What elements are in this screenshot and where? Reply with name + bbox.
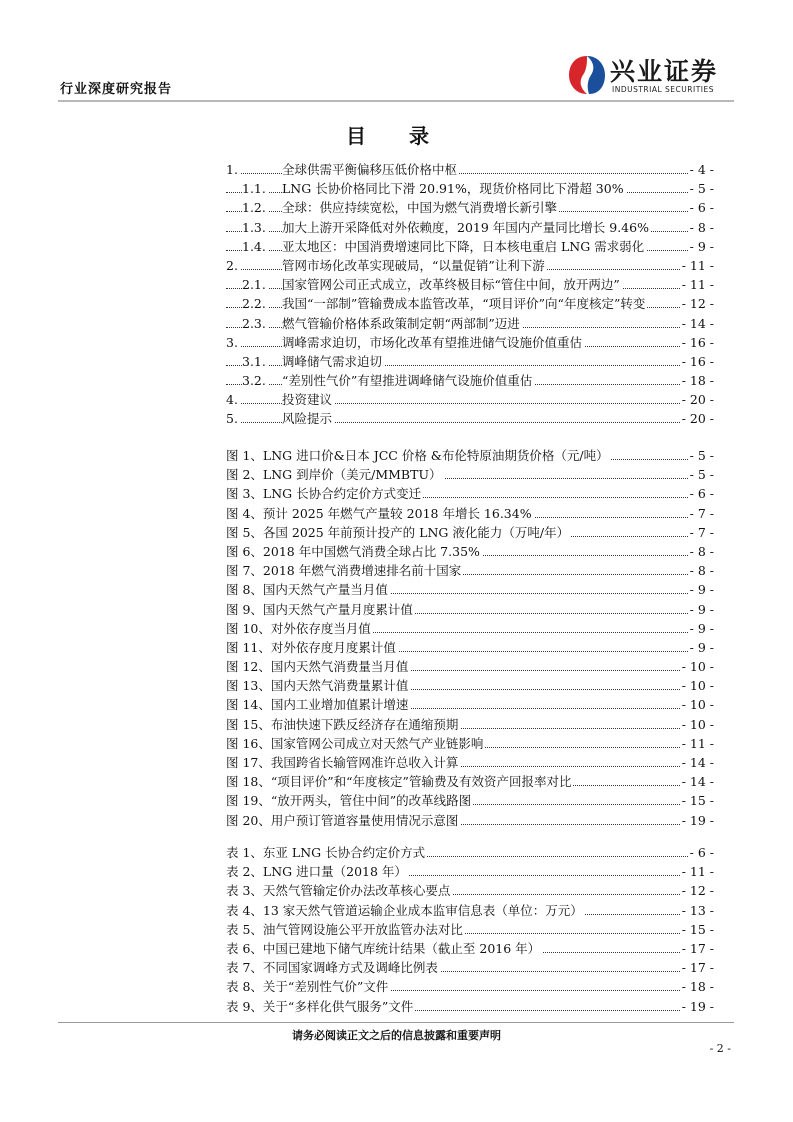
toc-entry-figure[interactable] [226, 484, 714, 503]
toc-entry-figure[interactable] [226, 791, 714, 810]
toc-entry-page: - 9 - [689, 638, 714, 657]
toc-entry-section[interactable] [226, 275, 714, 294]
toc-entry-title: “差别性气价”有望推进调峰储气设施价值重估 [282, 371, 534, 390]
toc-entry-number: 3. [226, 333, 240, 352]
toc-entry-page: - 15 - [681, 791, 714, 810]
toc-entry-page: - 5 - [689, 179, 714, 198]
toc-entry-figure[interactable] [226, 753, 714, 772]
toc-entry-section[interactable] [226, 237, 714, 256]
toc-entry-title: 图 18、“项目评价”和“年度核定”管输费及有效资产回报率对比 [226, 772, 573, 791]
toc-entry-title: 表 1、东亚 LNG 长协合约定价方式 [226, 843, 427, 862]
toc-entry-section[interactable] [226, 409, 714, 428]
toc-entry-page: - 12 - [681, 881, 714, 900]
toc-entry-title: 图 2、LNG 到岸价（美元/MMBTU） [226, 465, 444, 484]
toc-entry-title: 图 6、2018 年中国燃气消费全球占比 7.35% [226, 542, 482, 561]
toc-entry-title: 全球：供应持续宽松，中国为燃气消费增长新引擎 [282, 198, 559, 217]
toc-entry-page: - 10 - [681, 715, 714, 734]
toc-entry-number: 3.2. [242, 371, 268, 390]
toc-entry-title: 表 2、LNG 进口量（2018 年） [226, 862, 409, 881]
toc-entry-title: 我国“一部制”管输费成本监管改革，“项目评价”向“年度核定”转变 [282, 294, 647, 313]
toc-entry-figure[interactable] [226, 600, 714, 619]
toc-tables [226, 843, 714, 1016]
toc-entry-number: 2. [226, 256, 240, 275]
toc-entry-figure[interactable] [226, 523, 714, 542]
toc-entry-page: - 5 - [689, 446, 714, 465]
toc-entry-section[interactable] [226, 314, 714, 333]
logo-english-name: INDUSTRIAL SECURITIES [612, 85, 714, 94]
toc-entry-section[interactable] [226, 294, 714, 313]
toc-entry-page: - 6 - [689, 843, 714, 862]
toc-entry-title: 调峰需求迫切，市场化改革有望推进储气设施价值重估 [282, 333, 584, 352]
toc-entry-title: 调峰储气需求迫切 [282, 352, 384, 371]
toc-entry-section[interactable] [226, 371, 714, 390]
toc-entry-page: - 20 - [681, 390, 714, 409]
toc-entry-number: 1.3. [242, 218, 268, 237]
toc-entry-page: - 16 - [681, 352, 714, 371]
toc-entry-title: 管网市场化改革实现破局，“以量促销”让利下游 [282, 256, 547, 275]
toc-entry-page: - 14 - [681, 314, 714, 333]
toc-entry-page: - 8 - [689, 561, 714, 580]
toc-entry-page: - 14 - [681, 753, 714, 772]
toc-entry-number: 2.3. [242, 314, 268, 333]
toc-entry-page: - 10 - [681, 657, 714, 676]
toc-entry-figure[interactable] [226, 561, 714, 580]
toc-entry-table[interactable] [226, 843, 714, 862]
toc-entry-page: - 8 - [689, 542, 714, 561]
toc-entry-title: 表 9、关于“多样化供气服务”文件 [226, 997, 415, 1016]
toc-entry-title: 风险提示 [282, 409, 334, 428]
toc-entry-page: - 4 - [689, 160, 714, 179]
toc-entry-page: - 20 - [681, 409, 714, 428]
toc-entry-figure[interactable] [226, 734, 714, 753]
toc-entry-table[interactable] [226, 939, 714, 958]
toc-entry-page: - 13 - [681, 901, 714, 920]
toc-entry-number: 1.1. [242, 179, 268, 198]
toc-entry-figure[interactable] [226, 811, 714, 830]
toc-entry-title: 图 10、对外依存度当月值 [226, 619, 373, 638]
toc-entry-figure[interactable] [226, 715, 714, 734]
toc-entry-table[interactable] [226, 862, 714, 881]
toc-entry-section[interactable] [226, 390, 714, 409]
toc-entry-title: 图 14、国内工业增加值累计增速 [226, 695, 410, 714]
toc-entry-page: - 18 - [681, 977, 714, 996]
toc-entry-title: 图 11、对外依存度月度累计值 [226, 638, 398, 657]
toc-entry-number: 1.4. [242, 237, 268, 256]
toc-entry-number: 2.1. [242, 275, 268, 294]
toc-entry-page: - 12 - [681, 294, 714, 313]
toc-entry-number: 2.2. [242, 294, 268, 313]
report-type-label: 行业深度研究报告 [60, 82, 173, 97]
toc-entry-figure[interactable] [226, 772, 714, 791]
toc-entry-title: 图 17、我国跨省长输管网准许总收入计算 [226, 753, 460, 772]
toc-entry-page: - 11 - [681, 734, 714, 753]
toc-entry-number: 1.2. [242, 198, 268, 217]
toc-entry-title: 图 1、LNG 进口价&日本 JCC 价格 &布伦特原油期货价格（元/吨） [226, 446, 611, 465]
toc-entry-title: 图 8、国内天然气产量当月值 [226, 580, 390, 599]
toc-entry-title: 表 6、中国已建地下储气库统计结果（截止至 2016 年） [226, 939, 542, 958]
toc-entry-title: 图 12、国内天然气消费量当月值 [226, 657, 410, 676]
toc-entry-title: 图 7、2018 年燃气消费增速排名前十国家 [226, 561, 463, 580]
toc-entry-title: 图 19、“放开两头，管住中间”的改革线路图 [226, 791, 473, 810]
toc-entry-figure[interactable] [226, 542, 714, 561]
toc-entry-title: 表 3、天然气管输定价办法改革核心要点 [226, 881, 452, 900]
toc-entry-figure[interactable] [226, 638, 714, 657]
toc-entry-page: - 7 - [689, 504, 714, 523]
toc-entry-page: - 9 - [689, 237, 714, 256]
toc-entry-number: 4. [226, 390, 240, 409]
toc-entry-page: - 19 - [681, 997, 714, 1016]
toc-entry-section[interactable] [226, 333, 714, 352]
toc-entry-page: - 16 - [681, 333, 714, 352]
toc-entry-page: - 6 - [689, 484, 714, 503]
toc-entry-page: - 18 - [681, 371, 714, 390]
toc-entry-page: - 9 - [689, 619, 714, 638]
toc-entry-figure[interactable] [226, 580, 714, 599]
toc-entry-table[interactable] [226, 920, 714, 939]
toc-entry-section[interactable] [226, 256, 714, 275]
toc-entry-title: 图 5、各国 2025 年前预计投产的 LNG 液化能力（万吨/年） [226, 523, 571, 542]
toc-entry-figure[interactable] [226, 657, 714, 676]
toc-entry-table[interactable] [226, 881, 714, 900]
toc-entry-figure[interactable] [226, 676, 714, 695]
toc-entry-section[interactable] [226, 198, 714, 217]
toc-entry-title: 图 13、国内天然气消费量累计值 [226, 676, 410, 695]
toc-entry-title: 表 8、关于“差别性气价”文件 [226, 977, 390, 996]
toc-entry-title: 图 3、LNG 长协合约定价方式变迁 [226, 484, 423, 503]
company-logo [568, 50, 738, 102]
toc-entry-page: - 11 - [681, 256, 714, 275]
toc-entry-table[interactable] [226, 997, 714, 1016]
toc-entry-title: 表 5、油气管网设施公平开放监管办法对比 [226, 920, 465, 939]
toc-entry-figure[interactable] [226, 504, 714, 523]
toc-entry-page: - 10 - [681, 695, 714, 714]
toc-sections [226, 160, 714, 429]
toc-entry-table[interactable] [226, 958, 714, 977]
toc-entry-title: LNG 长协价格同比下滑 20.91%，现货价格同比下滑超 30% [282, 179, 626, 198]
footer-divider [58, 1022, 734, 1023]
toc-entry-title: 图 16、国家管网公司成立对天然气产业链影响 [226, 734, 485, 753]
toc-entry-section[interactable] [226, 352, 714, 371]
toc-entry-title: 投资建议 [282, 390, 334, 409]
disclaimer-note: 请务必阅读正文之后的信息披露和重要声明 [292, 1029, 501, 1042]
header-divider [58, 100, 734, 102]
toc-entry-page: - 11 - [681, 275, 714, 294]
toc-entry-title: 燃气管输价格体系政策制定朝“两部制”迈进 [282, 314, 522, 333]
toc-entry-figure[interactable] [226, 465, 714, 484]
toc-entry-page: - 9 - [689, 580, 714, 599]
toc-entry-page: - 5 - [689, 465, 714, 484]
toc-entry-section[interactable] [226, 160, 714, 179]
toc-entry-title: 表 4、13 家天然气管道运输企业成本监审信息表（单位：万元） [226, 901, 585, 920]
toc-entry-number: 5. [226, 409, 240, 428]
toc-entry-page: - 6 - [689, 198, 714, 217]
toc-entry-page: - 17 - [681, 958, 714, 977]
toc-figures [226, 446, 714, 830]
toc-title: 目 录 [346, 124, 447, 148]
logo-chinese-name: 兴业证券 [610, 57, 719, 86]
toc-entry-title: 亚太地区：中国消费增速同比下降，日本核电重启 LNG 需求弱化 [282, 237, 646, 256]
page-number: - 2 - [709, 1042, 731, 1055]
toc-entry-page: - 10 - [681, 676, 714, 695]
toc-entry-title: 国家管网公司正式成立，改革终极目标“管住中间，放开两边” [282, 275, 622, 294]
toc-entry-figure[interactable] [226, 446, 714, 465]
toc-entry-page: - 11 - [681, 862, 714, 881]
toc-entry-figure[interactable] [226, 619, 714, 638]
industrial-securities-logo-icon [568, 54, 606, 96]
toc-entry-figure[interactable] [226, 695, 714, 714]
toc-entry-title: 图 20、用户预订管道容量使用情况示意图 [226, 811, 460, 830]
toc-entry-title: 加大上游开采降低对外依赖度，2019 年国内产量同比增长 9.46% [282, 218, 651, 237]
toc-entry-number: 1. [226, 160, 240, 179]
toc-entry-page: - 14 - [681, 772, 714, 791]
toc-entry-title: 表 7、不同国家调峰方式及调峰比例表 [226, 958, 440, 977]
toc-entry-page: - 7 - [689, 523, 714, 542]
toc-entry-title: 全球供需平衡偏移压低价格中枢 [282, 160, 459, 179]
toc-entry-number: 3.1. [242, 352, 268, 371]
toc-entry-title: 图 9、国内天然气产量月度累计值 [226, 600, 415, 619]
toc-entry-title: 图 4、预计 2025 年燃气产量较 2018 年增长 16.34% [226, 504, 534, 523]
toc-entry-page: - 19 - [681, 811, 714, 830]
toc-entry-title: 图 15、布油快速下跌反经济存在通缩预期 [226, 715, 460, 734]
toc-entry-table[interactable] [226, 977, 714, 996]
toc-entry-section[interactable] [226, 179, 714, 198]
toc-entry-page: - 15 - [681, 920, 714, 939]
toc-entry-table[interactable] [226, 901, 714, 920]
toc-entry-page: - 17 - [681, 939, 714, 958]
toc-entry-page: - 8 - [689, 218, 714, 237]
toc-entry-section[interactable] [226, 218, 714, 237]
toc-entry-page: - 9 - [689, 600, 714, 619]
